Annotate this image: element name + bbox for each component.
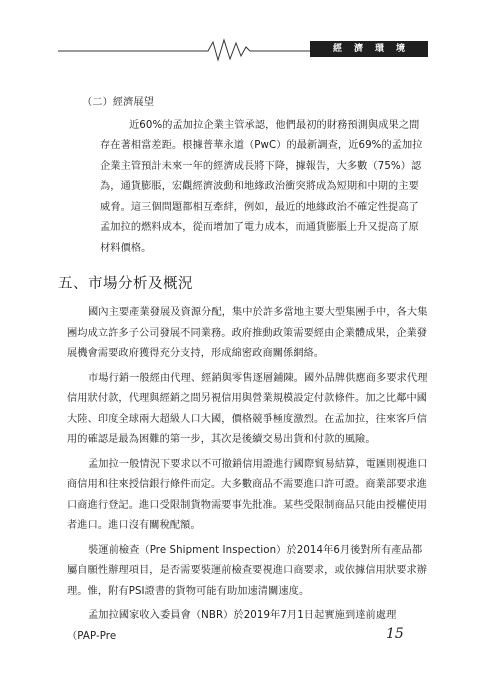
outlook-block [100, 116, 428, 260]
header-section-label: 經濟環境 [310, 41, 428, 57]
outlook-paragraph: 近60%的孟加拉企業主管承認，他們最初的財務預測與成果之間存在著相當差距。根據普華永道（PwC）的最新調查，近69%的孟加拉企業主管預計未來一年的經濟成長將下降，據報告，大多數（75%）認為，通貨膨脹，宏觀經濟波動和地緣政治衝突將成為短期和中期的主要威脅。這三個問題都相互牽絆，例如，最近的地緣政治不確定性提高了孟加拉的燃料成本，從而增加了電力成本，而通貨膨脹上升又提高了原材料價格。 [100, 119, 423, 254]
running-header [58, 38, 428, 62]
paragraph-5: 孟加拉國家收入委員會（NBR）於2019年7月1日起實施到達前處理（PAP-Pre [67, 610, 397, 642]
paragraph-3: 孟加拉一般情況下要求以不可撤銷信用證進行國際貿易結算，電匯則視進口商信用和往來授信銀行條件而定。大多數商品不需要進口許可證。商業部要求進口商進行登記。進口受限制貨物需要事先批准。某些受限制商品只能由授權使用者進口。進口沒有關稅配額。 [67, 458, 428, 531]
sub-heading: （二）經濟展望 [82, 97, 155, 108]
page-number: 15 [386, 626, 404, 642]
zigzag-line-ornament [58, 38, 318, 62]
paragraph-4: 裝運前檢查（Pre Shipment Inspection）於2014年6月後對所有產品都屬自願性辦理項目，是否需要裝運前檢查要視進口商要求，或依據信用狀要求辦理。惟，附有PSI證書的貨物可能有助加速清關速度。 [67, 544, 428, 597]
section-heading: 五、市場分析及概況 [58, 276, 193, 292]
paragraph-1: 國內主要產業發展及資源分配，集中於許多當地主要大型集團手中，各大集團均成立許多子公司發展不同業務。政府推動政策需要經由企業體成果，企業發展機會需要政府獲得充分支持，形成綿密政商關係網絡。 [67, 307, 428, 359]
page-body [58, 93, 428, 651]
paragraph-2: 市場行銷一般經由代理、經銷與零售逐層鋪陳。國外品牌供應商多要求代理信用狀付款，代理與經銷之間另視信用與營業規模設定付款條件。加之比鄰中國大陸、印度全球兩大超級人口大國，價格競爭極度激烈。在孟加拉，往來客戶信用的確認是最為困難的第一步，其次是後續交易出貨和付款的風險。 [67, 372, 428, 445]
